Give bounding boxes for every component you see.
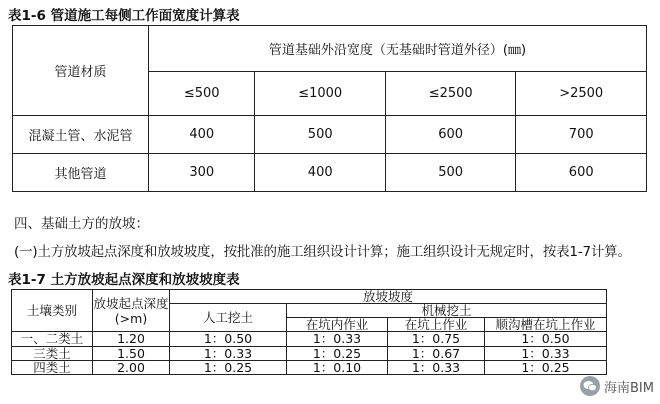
slope-cell: 1：0.50 [170,332,287,346]
slope-cell: 1：0.50 [485,332,607,346]
soil-cell: 一、二类土 [12,332,93,346]
slope-cell: 1：0.33 [170,346,287,360]
table-row [13,116,647,154]
range-cell: ≤2500 [385,72,515,116]
table-1-6 [12,25,647,192]
value-cell: 400 [149,116,255,154]
header-manual-excavation: 人工挖土 [170,304,287,332]
header-mechanical-excavation: 机械挖土 [287,304,607,318]
header-start-depth: 放坡起点深度(>m) [93,290,170,332]
wechat-icon [580,376,600,396]
depth-cell: 1.20 [93,332,170,346]
header-mech-subcol: 在坑内作业 [287,318,388,332]
watermark-text: 海南BIM [604,380,654,396]
range-cell: ≤500 [149,72,255,116]
table-row [13,154,647,192]
table-row [12,360,607,374]
slope-cell: 1：0.75 [388,332,485,346]
value-cell: 600 [516,154,647,192]
value-cell: 700 [516,116,647,154]
table-row [12,346,607,360]
header-soil-type: 土壤类别 [12,290,93,332]
slope-cell: 1：0.33 [287,332,388,346]
table-row [12,332,607,346]
soil-cell: 三类土 [12,346,93,360]
table-1-7-title: 表1-7 土方放坡起点深度和放坡坡度表 [8,272,240,288]
slope-cell: 1：0.25 [170,360,287,374]
soil-cell: 四类土 [12,360,93,374]
value-cell: 600 [385,116,515,154]
material-cell: 混凝土管、水泥管 [13,116,149,154]
value-cell: 500 [385,154,515,192]
slope-cell: 1：0.10 [287,360,388,374]
value-cell: 500 [255,116,385,154]
header-mech-subcol: 顺沟槽在坑上作业 [485,318,607,332]
body-paragraph: (一)土方放坡起点深度和放坡坡度，按批准的施工组织设计计算；施工组织设计无规定时，按表1-7计算。 [14,244,631,260]
value-cell: 300 [149,154,255,192]
header-slope: 放坡坡度 [170,290,607,304]
header-base-width: 管道基础外沿宽度（无基础时管道外径）(㎜) [149,26,647,72]
slope-cell: 1：0.33 [388,360,485,374]
section-heading: 四、基础土方的放坡： [14,216,149,232]
slope-cell: 1：0.25 [485,360,607,374]
value-cell: 400 [255,154,385,192]
depth-cell: 2.00 [93,360,170,374]
table-1-7 [11,289,607,375]
header-mech-subcol: 在坑上作业 [388,318,485,332]
slope-cell: 1：0.25 [287,346,388,360]
slope-cell: 1：0.33 [485,346,607,360]
depth-cell: 1.50 [93,346,170,360]
table-1-6-title: 表1-6 管道施工每侧工作面宽度计算表 [8,8,240,24]
header-pipe-material: 管道材质 [13,26,149,116]
material-cell: 其他管道 [13,154,149,192]
range-cell: >2500 [516,72,647,116]
range-cell: ≤1000 [255,72,385,116]
watermark [580,376,654,396]
slope-cell: 1：0.67 [388,346,485,360]
